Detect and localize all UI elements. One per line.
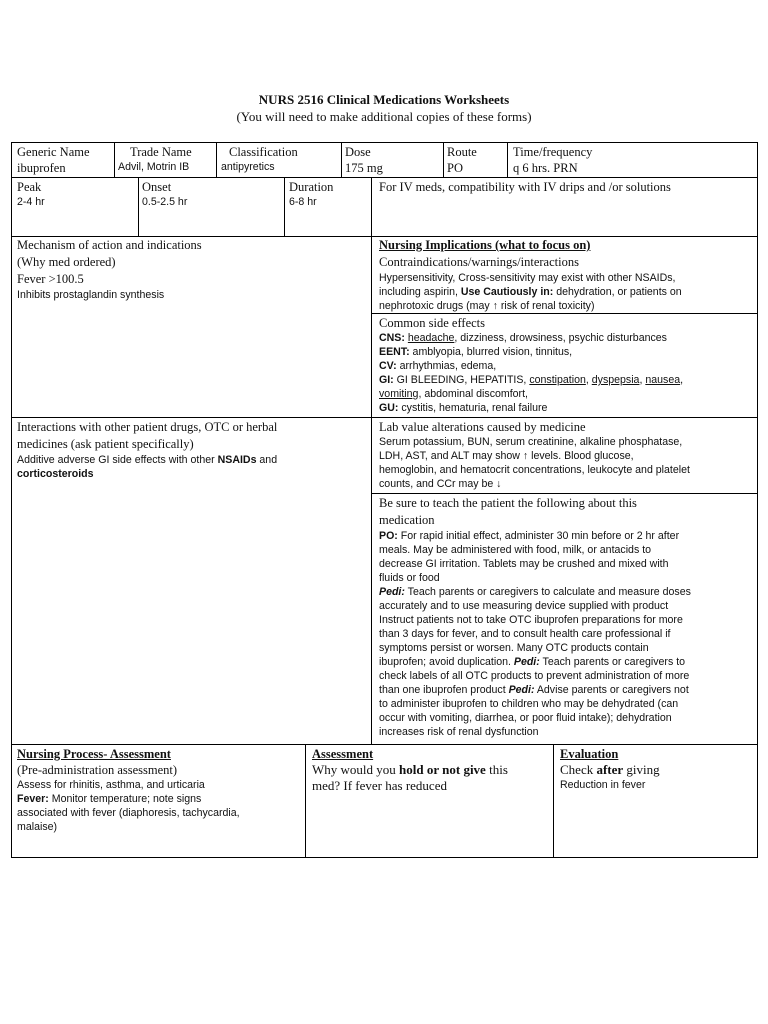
interactions-cell xyxy=(17,419,367,481)
onset-label: Onset xyxy=(142,180,172,194)
assessment-cell xyxy=(312,746,551,794)
nursing-process-line: associated with fever (diaphoresis, tachycardia, xyxy=(17,807,240,819)
patient-teaching-cell xyxy=(379,495,756,739)
evaluation-result: Reduction in fever xyxy=(560,779,646,791)
gu-effects: GU: cystitis, hematuria, renal failure xyxy=(379,402,548,414)
mechanism-cell xyxy=(17,237,367,302)
assessment-heading: Assessment xyxy=(312,747,374,761)
iv-compatibility-cell xyxy=(379,179,756,195)
otc-instructions-line: Instruct patients not to take OTC ibuprofen preparations for more xyxy=(379,614,683,626)
otc-instructions-line: check labels of all OTC products to prevent administration of more xyxy=(379,670,690,682)
po-instructions-line: meals. May be administered with food, milk, or antacids to xyxy=(379,544,652,556)
contraindications-line: Hypersensitivity, Cross-sensitivity may exist with other NSAIDs, xyxy=(379,272,676,284)
nursing-implications-heading: Nursing Implications (what to focus on) xyxy=(379,238,591,252)
po-instructions-line: fluids or food xyxy=(379,572,440,584)
otc-instructions-line: increases risk of renal dysfunction xyxy=(379,726,539,738)
lab-values-line: LDH, AST, and ALT may show ↑ levels. Blood glucose, xyxy=(379,450,634,462)
side-effects-cell xyxy=(379,315,756,415)
nursing-process-line: Assess for rhinitis, asthma, and urticaria xyxy=(17,779,205,791)
evaluation-line: Check after giving xyxy=(560,762,660,777)
otc-instructions-line: to administer ibuprofen to children who may be dehydrated (can xyxy=(379,698,679,710)
contraindications-label: Contraindications/warnings/interactions xyxy=(379,255,579,269)
lab-values-line: hemoglobin, and hematocrit concentrations, leukocyte and platelet xyxy=(379,464,690,476)
nursing-process-sub: (Pre-administration assessment) xyxy=(17,763,178,777)
peak-label: Peak xyxy=(17,180,42,194)
nursing-implications-cell xyxy=(379,237,756,313)
gi-effects: GI: GI BLEEDING, HEPATITIS, constipation, dyspepsia, nausea, xyxy=(379,374,684,386)
classification-label: Classification xyxy=(229,145,298,159)
assessment-line: Why would you hold or not give this xyxy=(312,762,508,777)
cns-effects: CNS: headache, dizziness, drowsiness, psychic disturbances xyxy=(379,332,667,344)
classification-value: antipyretics xyxy=(221,161,275,173)
po-instructions-line: decrease GI irritation. Tablets may be crushed and mixed with xyxy=(379,558,669,570)
duration-cell xyxy=(289,179,369,209)
onset-cell xyxy=(142,179,282,209)
peak-cell xyxy=(17,179,135,209)
evaluation-heading: Evaluation xyxy=(560,747,619,761)
interactions-label: Interactions with other patient drugs, OTC or herbal xyxy=(17,420,278,434)
contraindications-line: nephrotoxic drugs (may ↑ risk of renal toxicity) xyxy=(379,300,595,312)
otc-instructions-line: than 3 days for fever, and to consult health care professional if xyxy=(379,628,671,640)
generic-name-cell xyxy=(17,144,113,176)
fever-indication: Fever >100.5 xyxy=(17,272,84,286)
lab-values-line: Serum potassium, BUN, serum creatinine, alkaline phosphatase, xyxy=(379,436,683,448)
generic-name-value: ibuprofen xyxy=(17,161,66,175)
otc-instructions-line: occur with vomiting, diarrhea, or poor fluid intake); dehydration xyxy=(379,712,672,724)
contraindications-line: including aspirin, Use Cautiously in: dehydration, or patients on xyxy=(379,286,682,298)
pedi-instructions-line: accurately and to use measuring device supplied with product xyxy=(379,600,669,612)
route-label: Route xyxy=(447,145,477,159)
frequency-value: q 6 hrs. PRN xyxy=(513,161,578,175)
gi-effects-cont: vomiting, abdominal discomfort, xyxy=(379,388,528,400)
otc-instructions-line: symptoms persist or worsen. Many OTC products contain xyxy=(379,642,649,654)
cv-effects: CV: arrhythmias, edema, xyxy=(379,360,497,372)
trade-name-label: Trade Name xyxy=(130,145,192,159)
frequency-label: Time/frequency xyxy=(513,145,593,159)
iv-compatibility-label: For IV meds, compatibility with IV drips and /or solutions xyxy=(379,180,671,194)
po-instructions: PO: For rapid initial effect, administer 30 min before or 2 hr after xyxy=(379,530,680,542)
evaluation-cell xyxy=(560,746,756,792)
frequency-cell xyxy=(513,144,756,176)
dose-label: Dose xyxy=(345,145,371,159)
page-subtitle: (You will need to make additional copies of these forms) xyxy=(236,109,532,124)
lab-values-cell xyxy=(379,419,756,491)
interactions-text: Additive adverse GI side effects with other NSAIDs and xyxy=(17,454,278,466)
route-cell xyxy=(447,144,505,176)
otc-instructions-line: than one ibuprofen product Pedi: Advise parents or caregivers not xyxy=(379,684,689,696)
nursing-process-heading: Nursing Process- Assessment xyxy=(17,747,171,761)
nursing-process-cell xyxy=(17,746,303,834)
eent-effects: EENT: amblyopia, blurred vision, tinnitus, xyxy=(379,346,573,358)
side-effects-label: Common side effects xyxy=(379,316,485,330)
page-title: NURS 2516 Clinical Medications Worksheets xyxy=(258,92,510,107)
route-value: PO xyxy=(447,161,463,175)
trade-name-value: Advil, Motrin IB xyxy=(118,161,190,173)
interactions-text-cont: corticosteroids xyxy=(17,468,94,480)
teaching-label-cont: medication xyxy=(379,513,435,527)
why-ordered-label: (Why med ordered) xyxy=(17,255,116,269)
interactions-label-cont: medicines (ask patient specifically) xyxy=(17,437,194,451)
teaching-label: Be sure to teach the patient the following about this xyxy=(379,496,637,510)
lab-values-label: Lab value alterations caused by medicine xyxy=(379,420,586,434)
trade-name-cell xyxy=(118,144,215,175)
mechanism-label: Mechanism of action and indications xyxy=(17,238,202,252)
dose-cell xyxy=(345,144,441,176)
dose-value: 175 mg xyxy=(345,161,383,175)
assessment-line: med? If fever has reduced xyxy=(312,778,447,793)
classification-cell xyxy=(221,144,339,175)
action-text: Inhibits prostaglandin synthesis xyxy=(17,289,165,301)
onset-value: 0.5-2.5 hr xyxy=(142,196,188,208)
lab-values-line: counts, and CCr may be ↓ xyxy=(379,478,502,490)
otc-instructions-line: ibuprofen; avoid duplication. Pedi: Teach parents or caregivers to xyxy=(379,656,686,668)
generic-name-label: Generic Name xyxy=(17,145,90,159)
duration-label: Duration xyxy=(289,180,334,194)
peak-value: 2-4 hr xyxy=(17,196,45,208)
nursing-process-line: malaise) xyxy=(17,821,58,833)
pedi-instructions: Pedi: Teach parents or caregivers to calculate and measure doses xyxy=(379,586,691,598)
fever-monitoring: Fever: Monitor temperature; note signs xyxy=(17,793,202,805)
duration-value: 6-8 hr xyxy=(289,196,317,208)
